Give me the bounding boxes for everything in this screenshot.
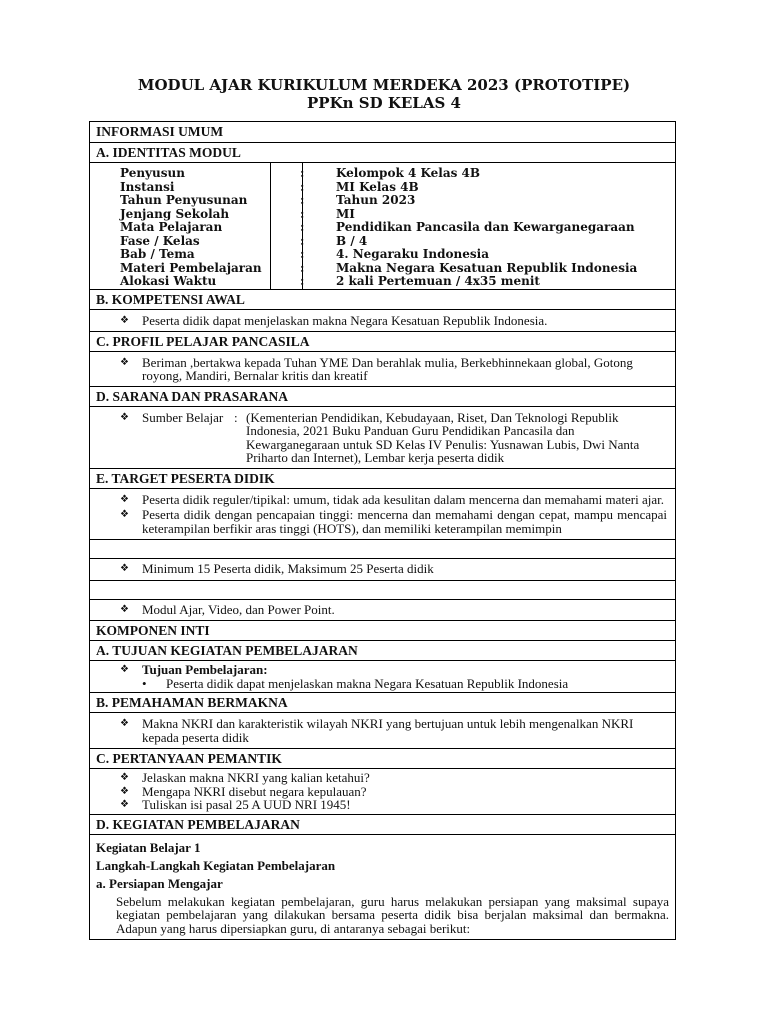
identitas-label: Fase / Kelas	[120, 233, 200, 248]
pertanyaan-item-3: Tuliskan isi pasal 25 A UUD NRI 1945!	[142, 797, 351, 812]
pertanyaan-item-2: Mengapa NKRI disebut negara kepulauan?	[142, 783, 367, 799]
identitas-value: 4. Negaraku Indonesia	[336, 247, 489, 261]
jumlah-row	[90, 558, 675, 580]
identitas-label: Mata Pelajaran	[120, 220, 223, 234]
kegiatan-belajar-title: Kegiatan Belajar 1	[96, 839, 201, 855]
diamond-bullet-icon: ❖	[120, 772, 129, 783]
heading-sarana-prasarana: D. SARANA DAN PRASARANA	[90, 386, 675, 406]
heading-tujuan-kegiatan: A. TUJUAN KEGIATAN PEMBELAJARAN	[90, 640, 675, 660]
kegiatan-row	[90, 834, 675, 940]
tujuan-subheading: Tujuan Pembelajaran:	[142, 662, 268, 677]
list-item	[90, 493, 675, 507]
list-item	[90, 663, 675, 677]
identitas-value: Kelompok 4 Kelas 4B	[336, 166, 481, 180]
module-table	[89, 121, 676, 940]
identitas-colon: :	[300, 179, 305, 194]
tujuan-text: Peserta didik dapat menjelaskan makna Negara Kesatuan Republik Indonesia	[166, 675, 569, 691]
heading-identitas-modul: A. IDENTITAS MODUL	[90, 142, 675, 162]
diamond-bullet-icon: ❖	[120, 603, 129, 615]
identitas-colon: :	[300, 193, 305, 207]
identitas-colon: :	[300, 220, 305, 234]
empty-row	[90, 580, 675, 599]
list-item	[90, 771, 675, 785]
diamond-bullet-icon: ❖	[120, 785, 129, 797]
identitas-colon: :	[300, 166, 305, 180]
diamond-bullet-icon: ❖	[120, 315, 129, 326]
pemahaman-text: Makna NKRI dan karakteristik wilayah NKRI yang bertujuan untuk lebih mengenalkan NKRI kepada peserta didik	[142, 716, 634, 745]
identitas-colon: :	[300, 206, 305, 221]
media-row	[90, 599, 675, 621]
tujuan-row	[90, 660, 675, 692]
page-title	[0, 76, 768, 112]
target-item-1: Peserta didik reguler/tipikal: umum, tidak ada kesulitan dalam mencerna dan memahami materi ajar.	[142, 491, 664, 507]
identitas-value: MI	[336, 206, 355, 221]
list-item	[90, 785, 675, 799]
sumber-belajar-label: Sumber Belajar	[142, 409, 224, 425]
identitas-value: B / 4	[336, 233, 368, 248]
sumber-belajar-colon: :	[234, 409, 238, 425]
jumlah-peserta-text: Minimum 15 Peserta didik, Maksimum 25 Peserta didik	[142, 561, 434, 576]
media-text: Modul Ajar, Video, dan Power Point.	[142, 601, 335, 617]
list-item	[90, 562, 675, 576]
sarana-row	[90, 406, 675, 468]
diamond-bullet-icon: ❖	[120, 356, 129, 368]
list-item	[90, 717, 675, 744]
section-informasi-umum: INFORMASI UMUM	[96, 124, 224, 139]
diamond-bullet-icon: ❖	[120, 563, 129, 574]
list-item	[90, 508, 675, 535]
empty-row	[90, 539, 675, 558]
heading-pemahaman-bermakna: B. PEMAHAMAN BERMAKNA	[90, 692, 675, 712]
langkah-title: Langkah-Langkah Kegiatan Pembelajaran	[96, 857, 336, 873]
kompetensi-row	[90, 309, 675, 331]
section-komponen-inti: KOMPONEN INTI	[90, 620, 675, 640]
diamond-bullet-icon: ❖	[120, 718, 129, 729]
title-line-2: PPKn SD KELAS 4	[307, 94, 461, 112]
list-item	[90, 603, 675, 617]
identitas-value: 2 kali Pertemuan / 4x35 menit	[336, 274, 540, 288]
identitas-label: Penyusun	[120, 166, 185, 180]
list-item	[90, 411, 675, 465]
diamond-bullet-icon: ❖	[120, 411, 129, 423]
diamond-bullet-icon: ❖	[120, 664, 129, 675]
list-item	[90, 798, 675, 812]
profil-row	[90, 351, 675, 386]
identitas-block	[90, 162, 675, 289]
identitas-label: Materi Pembelajaran	[120, 260, 262, 275]
heading-profil-pelajar: C. PROFIL PELAJAR PANCASILA	[90, 331, 675, 351]
pertanyaan-item-1: Jelaskan makna NKRI yang kalian ketahui?	[142, 770, 370, 785]
heading-kompetensi-awal: B. KOMPETENSI AWAL	[90, 289, 675, 309]
dot-bullet-icon: •	[142, 675, 147, 691]
list-item	[90, 677, 675, 691]
diamond-bullet-icon: ❖	[120, 493, 129, 505]
identitas-colon: :	[300, 260, 305, 275]
pemahaman-row	[90, 712, 675, 748]
identitas-label: Alokasi Waktu	[120, 274, 217, 288]
target-row	[90, 488, 675, 540]
persiapan-paragraph: Sebelum melakukan kegiatan pembelajaran, guru harus melakukan persiapan yang maksimal supaya kegiatan pembelajaran yang dilakukan bersama peserta didik bisa berjalan maksimal dan bermakna. Adapun yang harus dipersiapkan guru, di antaranya sebagai berikut:	[116, 893, 669, 936]
list-item	[90, 356, 675, 383]
diamond-bullet-icon: ❖	[120, 509, 129, 520]
identitas-label: Tahun Penyusunan	[120, 193, 248, 207]
persiapan-title: a. Persiapan Mengajar	[96, 875, 223, 891]
sumber-belajar-value: (Kementerian Pendidikan, Kebudayaan, Riset, Dan Teknologi Republik Indonesia, 2021 Buku Panduan Guru Pendidikan Pancasila dan Kewarganegaraan untuk SD Kelas IV Penulis: Yusnawan Lubis, Dwi Nanta Priharto dan Internet), Lembar kerja peserta didik	[246, 409, 640, 465]
profil-text: Beriman ,bertakwa kepada Tuhan YME Dan berahlak mulia, Berkebhinnekaan global, Gotong royong, Mandiri, Bernalar kritis dan kreatif	[142, 354, 633, 383]
identitas-label: Bab / Tema	[120, 247, 195, 261]
target-item-2: Peserta didik dengan pencapaian tinggi: mencerna dan memahami dengan cepat, mampu mencapai keterampilan berfikir aras tinggi (HOTS), dan memiliki keterampilan memimpin	[142, 507, 667, 536]
identitas-value: Pendidikan Pancasila dan Kewarganegaraan	[336, 220, 635, 234]
diamond-bullet-icon: ❖	[120, 799, 129, 810]
identitas-value: Makna Negara Kesatuan Republik Indonesia	[336, 260, 638, 275]
identitas-value: MI Kelas 4B	[336, 179, 419, 194]
identitas-colon: :	[300, 247, 305, 261]
identitas-colon: :	[300, 274, 305, 288]
kompetensi-text: Peserta didik dapat menjelaskan makna Negara Kesatuan Republik Indonesia.	[142, 313, 548, 328]
identitas-label: Jenjang Sekolah	[120, 206, 230, 221]
heading-target-peserta: E. TARGET PESERTA DIDIK	[90, 468, 675, 488]
identitas-label: Instansi	[120, 179, 175, 194]
heading-pertanyaan-pemantik: C. PERTANYAAN PEMANTIK	[90, 748, 675, 768]
pertanyaan-row	[90, 768, 675, 814]
heading-kegiatan-pembelajaran: D. KEGIATAN PEMBELAJARAN	[90, 814, 675, 834]
identitas-value: Tahun 2023	[336, 193, 416, 207]
identitas-colon: :	[300, 233, 305, 248]
title-line-1: MODUL AJAR KURIKULUM MERDEKA 2023 (PROTOTIPE)	[137, 76, 631, 94]
list-item	[90, 314, 675, 328]
identitas-grid	[90, 163, 675, 293]
